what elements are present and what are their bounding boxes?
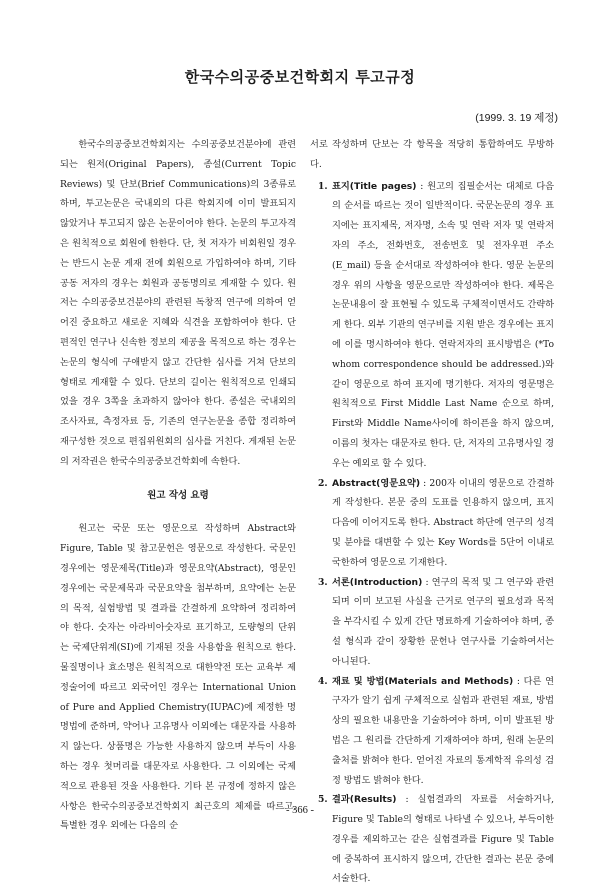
list-item: [310, 474, 554, 573]
item-heading: 재료 및 방법(Materials and Methods): [332, 675, 514, 687]
list-item: [310, 573, 554, 672]
page-number: - 366 -: [286, 805, 314, 816]
continuation-paragraph: 서로 작성하며 단보는 각 항목을 적당히 통합하여도 무방하다.: [310, 139, 554, 170]
item-number: 4.: [318, 675, 328, 687]
intro-paragraph: 한국수의공중보건학회지는 수의공중보건분야에 관련되는 원저(Original Papers), 종설(Current Topic Reviews) 및 단보(Brief Communications)의 3종류로 하며, 투고논문은 국내외의 다른 학회지에 이미 발표되지 않았거나 투고되지 않은 논문이어야 한다. 논문의 투고자격은 원칙적으로 회원에 한한다. 단, 첫 저자가 비회원일 경우는 반드시 논문 게재 전에 회원으로 가입하여야 하며, 기타 공동 저자의 경우는 회원과 공동명의로 게재할 수 있다. 원저는 수의공중보건분야의 관련된 독창적 연구에 의하여 얻어진 중요하고 새로운 지혜와 식견을 포함하여야 한다. 단편적인 연구나 신속한 정보의 제공을 목적으로 하는 경우는 논문의 형식에 구애받지 않고 간단한 심사를 거쳐 단보의 형태로 게재할 수 있다. 단보의 길이는 원칙적으로 인쇄되었을 경우 3쪽을 초과하지 않아야 한다. 종설은 국내외의 조사자료, 측정자료 등, 기존의 연구논문을 종합 정리하여 재구성한 것으로 편집위원회의 심사를 거친다. 게재된 논문의 저작권은 한국수의공중보건학회에 속한다.: [60, 139, 296, 467]
item-number: 1.: [318, 180, 328, 192]
item-heading: 서론(Introduction): [332, 576, 423, 588]
item-text: : 200자 이내의 영문으로 간결하게 작성한다. 본문 중의 도표를 인용하지 않으며, 표지 다음에 이어지도록 한다. Abstract 하단에 연구의 성격 및 분야를 대변할 수 있는 Key Words를 5단어 이내로 국한하여 영문으로 기재한다.: [332, 477, 554, 568]
item-text: : 연구의 목적 및 그 연구와 관련되며 이미 보고된 사실을 근거로 연구의 필요성과 목적을 부각시킬 수 있게 간단 명료하게 기술하여야 하며, 종설 형식과 같이 장황한 문헌나 연구사를 기술하여서는 아니된다.: [332, 576, 554, 667]
list-item: [310, 672, 554, 791]
manuscript-guidelines-paragraph: 원고는 국문 또는 영문으로 작성하며 Abstract와 Figure, Table 및 참고문헌은 영문으로 작성한다. 국문인 경우에는 영문제목(Title)과 영문요약(Abstract), 영문인 경우에는 국문제목과 국문요약을 첨부하며, 요약에는 논문의 목적, 실험방법 및 결과를 간결하게 요약하여 정리하여야 한다. 숫자는 아라비아숫자로 표기하고, 도량형의 단위는 국제단위계(SI)에 기재된 것을 사용함을 원칙으로 한다. 물질명이나 효소명은 원칙적으로 대한약전 또는 교육부 제정술어에 따르고 외국어인 경우는 International Union of Pure and Applied Chemistry(IUPAC)에 제정한 명명법에 준하며, 약어나 고유명사 이외에는 대문자를 사용하지 않는다. 상품명은 가능한 사용하지 않으며 부득이 사용하는 경우 첫머리를 대문자로 사용한다. 그 이외에는 국제적으로 관용된 것을 사용한다. 기타 본 규정에 정하지 않은 사항은 한국수의공중보건학회지 최근호의 체제를 따르고, 특별한 경우 외에는 다음의 순: [60, 523, 296, 832]
item-text: : 다른 연구자가 알기 쉽게 구체적으로 실험과 관련된 재료, 방법상의 필요한 내용만을 기술하여야 하며, 이미 발표된 방법은 그 원리를 간단하게 기재하여야 하며, 원래 논문의 출처를 밝혀야 한다. 얻어진 자료의 통계학적 유의성 검정 방법도 밝혀야 한다.: [332, 675, 554, 786]
left-column: [60, 135, 296, 836]
list-item: [310, 177, 554, 474]
item-text: : 실험결과의 자료를 서술하거나, Figure 및 Table의 형태로 나타낼 수 있으나, 부득이한 경우를 제외하고는 같은 실험결과를 Figure 및 Table에 중복하여 표시하지 않으며, 간단한 결과는 본문 중에 서술한다.: [332, 794, 554, 885]
page-title: 한국수의공중보건학회지 투고규정: [184, 68, 416, 86]
item-number: 2.: [318, 477, 328, 489]
item-heading: Abstract(영문요약): [332, 477, 421, 489]
section-heading: 원고 작성 요령: [147, 489, 209, 501]
item-heading: 결과(Results): [332, 794, 397, 806]
right-column: [310, 135, 554, 889]
enactment-date: (1999. 3. 19 제정): [475, 112, 558, 124]
item-heading: 표지(Title pages): [332, 180, 417, 192]
item-number: 3.: [318, 576, 328, 588]
item-number: 5.: [318, 794, 328, 806]
item-text: : 원고의 집필순서는 대체로 다음의 순서를 따르는 것이 일반적이다. 국문논문의 경우 표지에는 표지제목, 저자명, 소속 및 연락 저자 및 연락저자의 주소, 전화번호, 전송번호 및 전자우편 주소(E_mail) 등을 순서대로 작성하여야 한다. 영문 논문의 경우 위의 사항을 영문으로만 작성하여야 한다. 제목은 논문내용이 잘 표현될 수 있도록 구체적이면서도 간략하게 한다. 외부 기관의 연구비를 지원 받은 경우에는 표지에 이를 명시하여야 한다. 연락저자의 표시방법은 (*To whom correspondence should be addressed.)와 같이 영문으로 하여 표지에 명기한다. 저자의 영문명은 원칙적으로 First Middle Last Name 순으로 하며, First와 Middle Name사이에 하이픈을 하지 않으며, 이름의 첫자는 대문자로 한다. 단, 저자의 고유명사일 경우는 예외로 할 수 있다.: [332, 180, 554, 469]
